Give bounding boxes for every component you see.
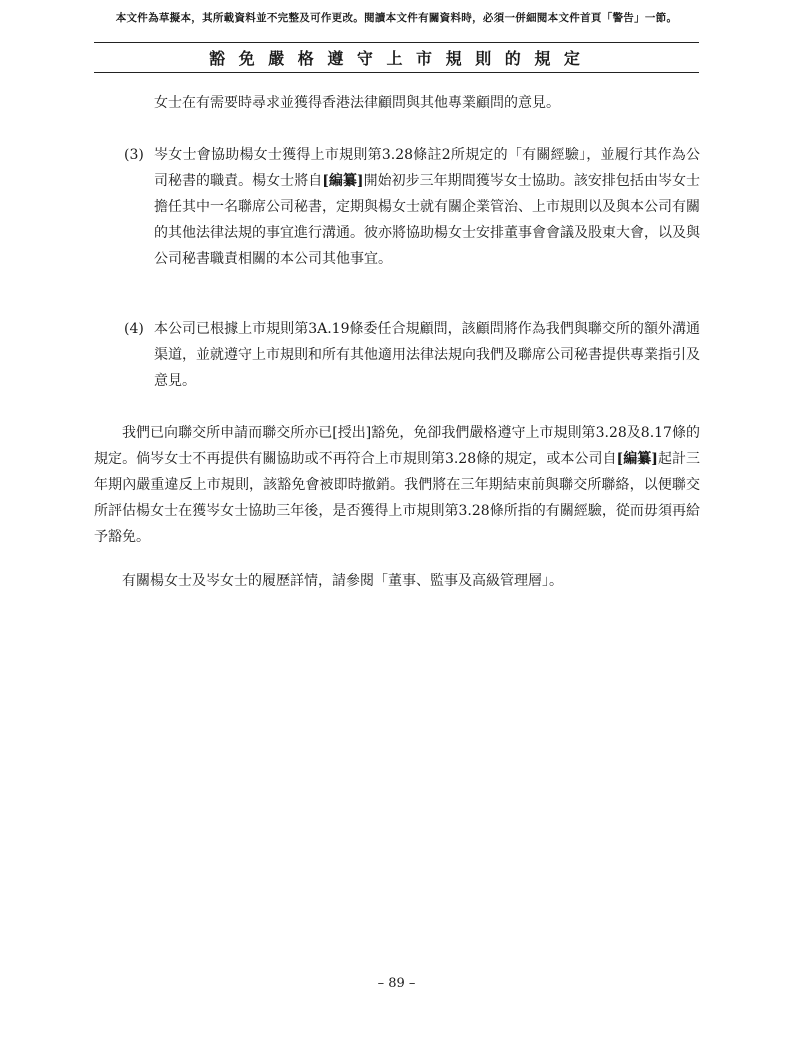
list-item-number: (4) — [124, 321, 144, 337]
list-item-text — [154, 142, 700, 272]
list-item-number: (3) — [124, 147, 144, 163]
item3-text-part-b: 開始初步三年期間獲岑女士協助。該安排包括由岑女士擔任其中一名聯席公司秘書，定期與楊女士就有關企業管治、上市規則以及與本公司有關的其他法律法規的事宜進行溝通。彼亦將協助楊女士安排董事會會議及股東大會，以及與公司秘書職責相關的本公司其他事宜。 — [154, 173, 701, 267]
biography-reference-paragraph: 有關楊女士及岑女士的履歷詳情，請參閱「董事、監事及高級管理層」。 — [122, 573, 563, 589]
header-bottom-rule — [94, 72, 699, 73]
intro-line: 女士在有需要時尋求並獲得香港法律顧問與其他專業顧問的意見。 — [154, 95, 560, 111]
list-item-text: 本公司已根據上市規則第3A.19條委任合規顧問，該顧問將作為我們與聯交所的額外溝通渠道，並就遵守上市規則和所有其他適用法律法規向我們及聯席公司秘書提供專業指引及意見。 — [154, 321, 700, 389]
header-top-rule — [94, 42, 699, 43]
page-number: – 89 – — [377, 976, 416, 991]
waiver-text-part-a: 我們已向聯交所申請而聯交所亦已[授出]豁免，免卻我們嚴格遵守上市規則第3.28及8.17條的規定。倘岑女士不再提供有關協助或不再符合上市規則第3.28條的規定，或本公司自 — [94, 425, 700, 467]
waiver-text-part-b: 起計三年期內嚴重違反上市規則，該豁免會被即時撤銷。我們將在三年期結束前與聯交所聯絡，以便聯交所評估楊女士在獲岑女士協助三年後，是否獲得上市規則第3.28條所指的有關經驗，從而毋須再給予豁免。 — [94, 451, 701, 545]
section-title: 豁 免 嚴 格 遵 守 上 市 規 則 的 規 定 — [209, 49, 584, 68]
waiver-paragraph — [94, 420, 700, 550]
waiver-redacted-date: [編纂] — [616, 451, 658, 467]
draft-warning-banner: 本文件為草擬本，其所載資料並不完整及可作更改。閱讀本文件有關資料時，必須一併細閱本文件首頁「警告」一節。 — [115, 12, 678, 24]
item3-redacted-date: [編纂] — [322, 173, 364, 189]
item3-text-part-a: 岑女士會協助楊女士獲得上市規則第3.28條註2所規定的「有關經驗」，並履行其作為公司秘書的職責。楊女士將自 — [154, 147, 700, 189]
